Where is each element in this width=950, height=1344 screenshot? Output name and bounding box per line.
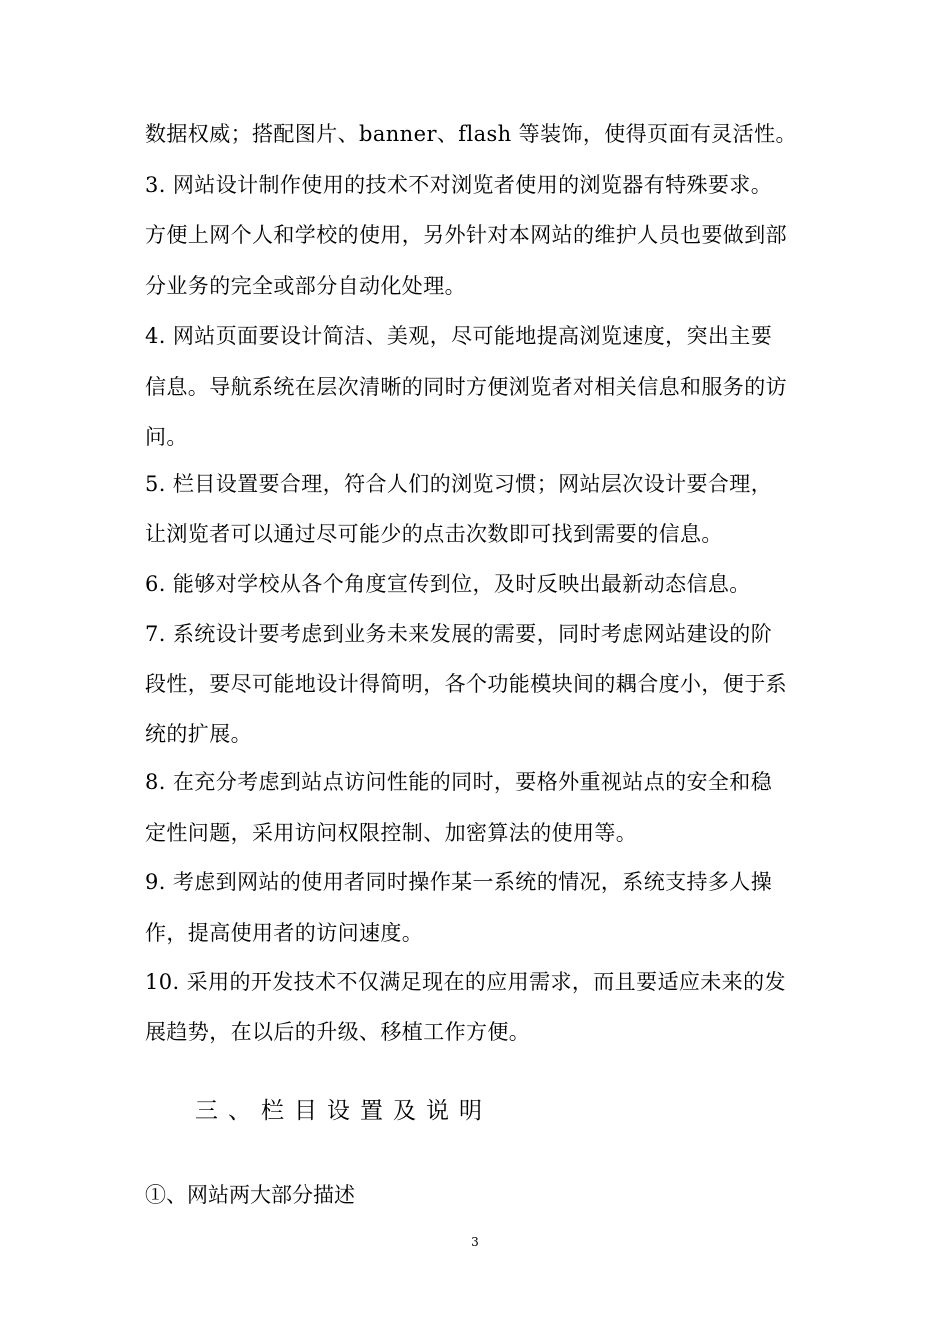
body-text-line: 让浏览者可以通过尽可能少的点击次数即可找到需要的信息。 (145, 522, 723, 546)
body-text-line: 3. 网站设计制作使用的技术不对浏览者使用的浏览器有特殊要求。 (145, 173, 773, 197)
body-text-line: 4. 网站页面要设计简洁、美观，尽可能地提高浏览速度，突出主要 (145, 324, 773, 348)
body-text-line: 问。 (145, 425, 188, 449)
body-text-line: 数据权威；搭配图片、banner、flash 等装饰，使得页面有灵活性。 (145, 122, 797, 146)
section-heading: 三、栏目设置及说明 (195, 1098, 492, 1124)
body-text-line: 方便上网个人和学校的使用，另外针对本网站的维护人员也要做到部 (145, 223, 787, 247)
body-text-line: 定性问题，采用访问权限控制、加密算法的使用等。 (145, 821, 638, 845)
body-text-line: 段性，要尽可能地设计得简明，各个功能模块间的耦合度小，便于系 (145, 672, 787, 696)
body-text-line: 10. 采用的开发技术不仅满足现在的应用需求，而且要适应未来的发 (145, 970, 786, 994)
body-text-line: 作，提高使用者的访问速度。 (145, 921, 424, 945)
body-text-line: 9. 考虑到网站的使用者同时操作某一系统的情况，系统支持多人操 (145, 870, 773, 894)
body-text-line: 8. 在充分考虑到站点访问性能的同时，要格外重视站点的安全和稳 (145, 770, 773, 794)
page-number: 3 (471, 1235, 479, 1249)
body-text-line: 信息。导航系统在层次清晰的同时方便浏览者对相关信息和服务的访 (145, 375, 787, 399)
body-text-line: 6. 能够对学校从各个角度宣传到位，及时反映出最新动态信息。 (145, 572, 751, 596)
subsection-heading: ①、网站两大部分描述 (145, 1183, 355, 1207)
body-text-line: 分业务的完全或部分自动化处理。 (145, 274, 466, 298)
body-text-line: 展趋势，在以后的升级、移植工作方便。 (145, 1020, 531, 1044)
body-text-line: 5. 栏目设置要合理，符合人们的浏览习惯；网站层次设计要合理， (145, 472, 773, 496)
body-text-line: 统的扩展。 (145, 722, 252, 746)
body-text-line: 7. 系统设计要考虑到业务未来发展的需要，同时考虑网站建设的阶 (145, 622, 773, 646)
